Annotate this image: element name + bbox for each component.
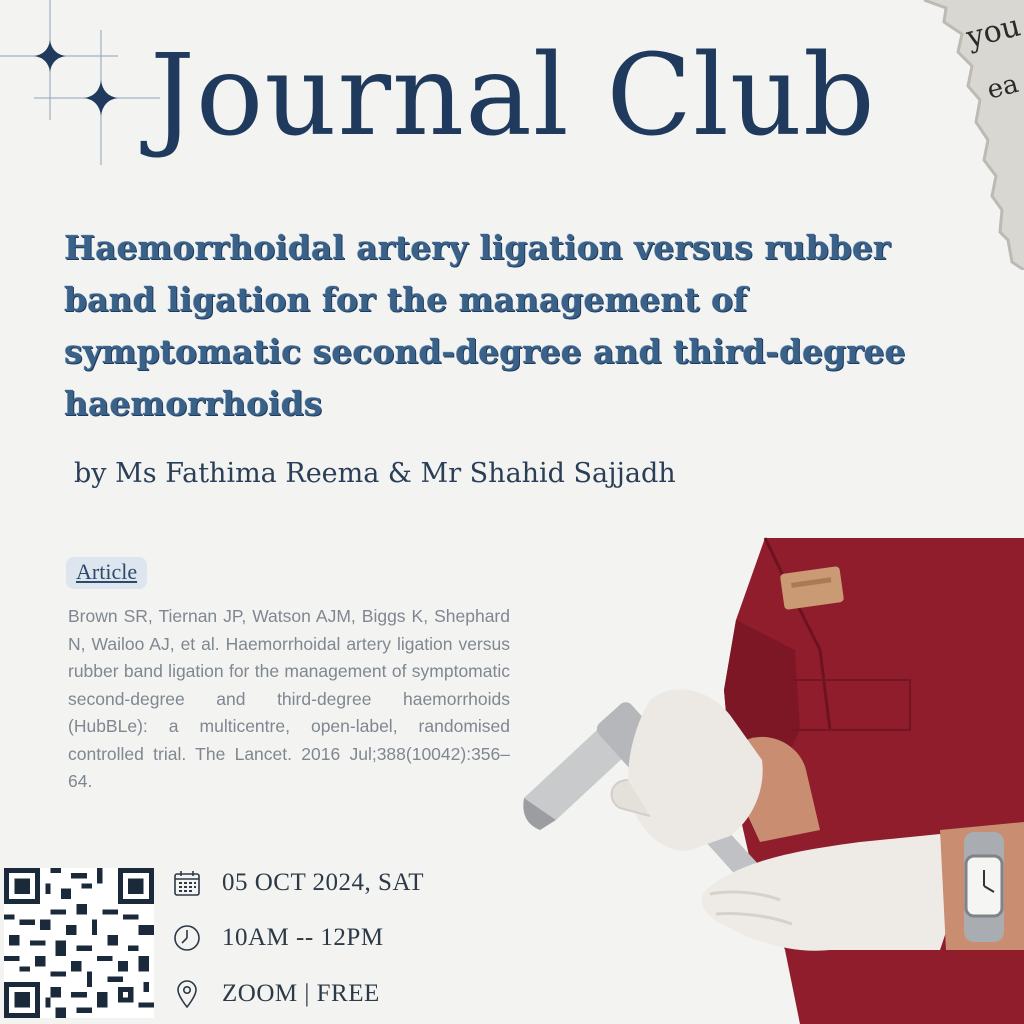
page-title: Journal Club [150, 31, 876, 161]
clock-icon [172, 923, 202, 953]
newspaper-word: you [962, 8, 1024, 56]
qr-code[interactable] [4, 868, 154, 1018]
newspaper-word: ea [984, 68, 1022, 106]
clinician-photo [500, 530, 1024, 1024]
event-venue-row [172, 979, 380, 1009]
event-time: 10AM -- 12PM [222, 924, 384, 951]
event-time-row [172, 923, 384, 953]
article-citation: Brown SR, Tiernan JP, Watson AJM, Biggs K, Shephard N, Wailoo AJ, et al. Haemorrhoidal artery ligation versus rubber band ligation for the management of symptomatic second-degree and third-degree haemorrhoids (HubBLe): a multicentre, open-label, randomised controlled trial. The Lancet. 2016 Jul;388(10042):356–64. [68, 606, 510, 791]
calendar-icon [172, 868, 202, 898]
presenters: by Ms Fathima Reema & Mr Shahid Sajjadh [74, 458, 676, 489]
paper-headline: Haemorrhoidal artery ligation versus rubber band ligation for the management of symptomatic second-degree and third-degree haemorrhoids [64, 228, 906, 423]
article-link[interactable]: Article [66, 557, 147, 589]
event-venue: ZOOM | FREE [222, 980, 380, 1007]
location-pin-icon [172, 979, 202, 1009]
event-date-row [172, 868, 424, 898]
event-date: 05 OCT 2024, SAT [222, 869, 425, 896]
